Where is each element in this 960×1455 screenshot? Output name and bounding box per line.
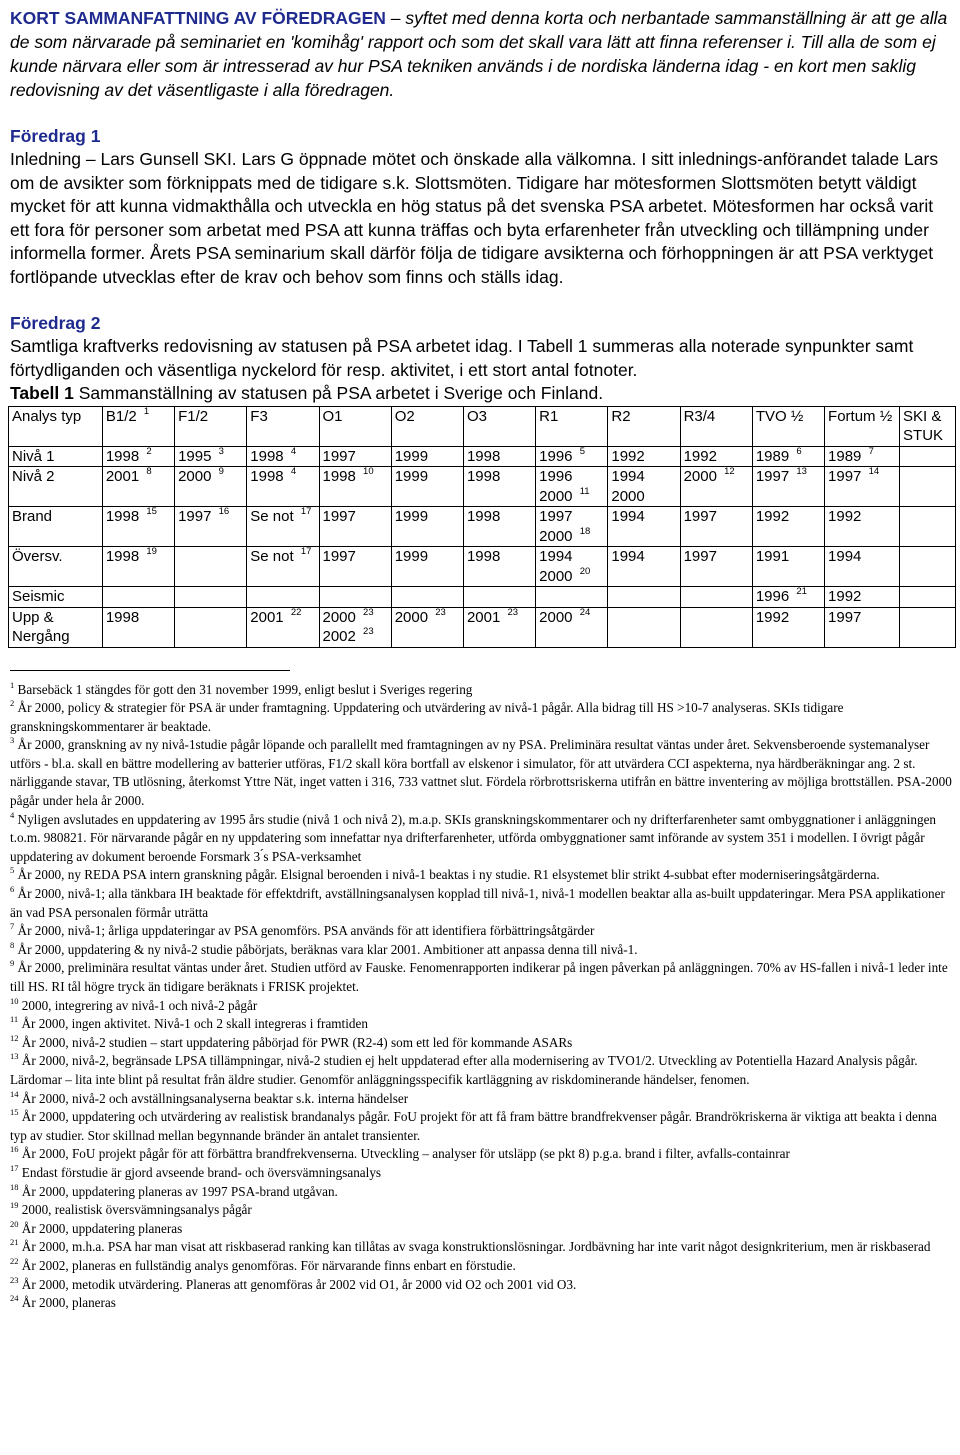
table-cell: 1998 $^{10}$: [319, 467, 391, 507]
footnote: [10, 1164, 955, 1183]
table-cell: 1989 $^6$: [752, 446, 824, 467]
footnote: [10, 866, 955, 885]
footnote-text: År 2000, uppdatering & ny nivå-2 studie påbörjats, beräknas vara klar 2001. Ambitioner att anpassa denna till nivå-1.: [14, 941, 638, 957]
table-row-label: Nivå 1: [9, 446, 103, 467]
table-cell: 1998 $^2$: [102, 446, 174, 467]
footnote-number: 9: [10, 958, 15, 969]
footnote-ref: 20: [579, 565, 591, 577]
table-cell: 1994: [608, 547, 680, 587]
footnote-number: 5: [10, 865, 15, 876]
footnote-ref: 5: [579, 445, 585, 457]
table-cell: [463, 587, 535, 608]
footnote-ref: 3: [218, 445, 224, 457]
section-2-text: Samtliga kraftverks redovisning av statusen på PSA arbetet idag. I Tabell 1 summeras alla noterade synpunkter samt förtydliganden och väsentliga nyckelord för resp. aktivitet, i ett stort antal fotnoter.: [10, 336, 914, 380]
table-cell: 1997: [319, 547, 391, 587]
table-cell: [900, 446, 956, 467]
footnote-number: 6: [10, 884, 15, 895]
footnote-number: 21: [10, 1237, 19, 1248]
table-cell: [900, 547, 956, 587]
footnote: [10, 1276, 955, 1295]
footnote-text: År 2000, nivå-2 studien – start uppdatering påbörjad för PWR (R2-4) som ett led för kommande ASARs: [18, 1034, 573, 1050]
table-cell: [608, 607, 680, 647]
table-header-cell: Analys typ: [9, 406, 103, 446]
footnote-text: 2000, integrering av nivå-1 och nivå-2 pågår: [18, 997, 258, 1013]
footnote-ref: 2: [146, 445, 152, 457]
table-row-label: Brand: [9, 507, 103, 547]
footnote-text: År 2000, preliminära resultat väntas under året. Studien utförd av Fauske. Fenomenrapporten indikerar på ingen påverkan på anläggningen. 70% av HS-fallen i nivå-1 leder inte till HS. RI tål högre tryck än tidigare beräknats i FRISK projektet.: [10, 960, 948, 994]
table-row-label: Översv.: [9, 547, 103, 587]
table-cell: 1997: [319, 507, 391, 547]
footnote: [10, 1145, 955, 1164]
footnote-text: År 2000, metodik utvärdering. Planeras att genomföras år 2002 vid O1, år 2000 vid O2 och 2001 vid O3.: [18, 1276, 577, 1292]
table-cell: 1998: [463, 446, 535, 467]
footnote-ref: 4: [290, 466, 297, 477]
footnote: [10, 736, 955, 810]
footnote-ref: 1: [143, 405, 150, 417]
table-cell: 1996 2000 $^{11}$: [536, 467, 608, 507]
footnote-ref: 10: [363, 466, 374, 477]
footnote-text: År 2000, nivå-2, begränsade LPSA tillämpningar, nivå-2 studien ej helt uppdaterad efter alla modernisering av TVO1/2. Utveckling av Potentiella Hazard Analysis pågår. Lärdomar – lita inte blint på resultat från äldre studier. Genomför anläggningsspecifik kartläggning av riskdominerande händelser, fenomen.: [10, 1053, 918, 1087]
table-cell: 1998: [463, 547, 535, 587]
table-header-cell: Fortum ½: [825, 406, 900, 446]
footnote-divider: [10, 670, 290, 671]
footnote-text: År 2000, policy & strategier för PSA är under framtagning. Uppdatering och utvärdering av nivå-1 pågår. Alla bidrag till HS >10-7 analyseras. SKIs tidigare granskningskommentarer är beaktade.: [10, 700, 844, 734]
footnote: [10, 1090, 955, 1109]
footnote-text: År 2000, nivå-1; alla tänkbara IH beaktade för effektdrift, avställningsanalysen kopplad till nivå-1, nivå-1 modellen beaktar alla as-built uppdateringar. Mera PSA applikationer än vad PSA personalen förmår uträtta: [10, 886, 945, 920]
table-cell: [900, 467, 956, 507]
table-cell: Se not $^{17}$: [247, 507, 319, 547]
footnote-text: År 2000, ingen aktivitet. Nivå-1 och 2 skall integreras i framtiden: [18, 1016, 368, 1032]
table-cell: 1991: [752, 547, 824, 587]
table-header-cell: F1/2: [175, 406, 247, 446]
table-cell: 1997: [825, 607, 900, 647]
table-header-cell: O2: [391, 406, 463, 446]
footnote-number: 11: [10, 1014, 19, 1025]
table-cell: 2001 $^8$: [102, 467, 174, 507]
footnote-number: 10: [10, 995, 19, 1006]
footnote: [10, 997, 955, 1016]
table-header-cell: F3: [247, 406, 319, 446]
table-header-cell: O3: [463, 406, 535, 446]
footnote: [10, 1238, 955, 1257]
table-cell: 1994: [825, 547, 900, 587]
status-table: [8, 406, 956, 648]
footnote-ref: 23: [363, 626, 374, 637]
table-caption: [10, 382, 955, 406]
table-cell: [900, 607, 956, 647]
footnote-number: 1: [10, 679, 15, 690]
table-cell: 1995 $^3$: [175, 446, 247, 467]
table-row: [9, 607, 956, 647]
footnote: [10, 1294, 955, 1313]
document-page: [10, 6, 955, 1313]
table-cell: 1992: [825, 587, 900, 608]
footnote-text: År 2000, granskning av ny nivå-1studie pågår löpande och parallellt med framtagningen av ny PSA. Preliminära resultat väntas under året. Sekvensberoende systemanalyser utförs - bl.a. skall en bättre modellering av batterier utföras, F1/2 skall köra bortfall av elskenor i simulator, för att utvärdera CCI aspekterna, nya härdberäkningar ang. 2 st. närliggande stavar, TB utlösning, återkomst Yttre Nät, inget vatten i 316, 733 vattnet slut. Fördela rörbrottsriskerna utifrån en bättre inventering av möjliga brottställen. PSA-2000 pågår under hela år 2000.: [10, 737, 952, 809]
footnote: [10, 1108, 955, 1145]
table-row: [9, 587, 956, 608]
footnote-number: 7: [10, 921, 15, 932]
table-cell: [102, 587, 174, 608]
table-cell: 1992: [752, 607, 824, 647]
table-cell: [175, 607, 247, 647]
footnote-text: År 2000, FoU projekt pågår för att förbättra brandfrekvenserna. Utveckling – analyser för utsläpp (se pkt 8) p.g.a. brand i filter, avfalls-containrar: [18, 1146, 790, 1162]
section-foredrag-2: [10, 311, 955, 406]
footnote-ref: 23: [363, 606, 374, 618]
table-cell: 1998 $^4$: [247, 467, 319, 507]
table-row: [9, 507, 956, 547]
footnote-number: 2: [10, 698, 15, 709]
table-cell: 1992: [825, 507, 900, 547]
table-header-row: [9, 406, 956, 446]
table-header-cell: SKI & STUK: [900, 406, 956, 446]
section-2-heading: Föredrag 2: [10, 313, 101, 333]
footnote-number: 24: [10, 1293, 19, 1304]
table-cell: 1994 2000 $^{20}$: [536, 547, 608, 587]
footnote-number: 4: [10, 809, 15, 820]
table-cell: 1999: [391, 547, 463, 587]
table-cell: [247, 587, 319, 608]
footnote-text: Nyligen avslutades en uppdatering av 1995 års studie (nivå 1 och nivå 2), m.a.p. SKIs granskningskommentarer och ny drifterfarenheter samt ombyggnationer i anläggningen t.o.m. 980821. För närvarande pågår en ny uppdatering som innefattar nya drifterfarenheter, utförda ombyggnationer samt införande av system 351 i modellen. I övrigt pågår uppdatering av dokument beroende Forsmark 3 ́s PSA-verksamhet: [10, 811, 937, 864]
footnote-text: År 2000, ny REDA PSA intern granskning pågår. Elsignal beroenden i nivå-1 beaktas i ny studie. R1 elsystemet blir strikt 4-subbat efter moderniseringsåtgärderna.: [14, 867, 880, 883]
table-label: Tabell 1: [10, 383, 74, 403]
footnote-text: År 2002, planeras en fullständig analys genomföras. För närvarande finns enbart en förstudie.: [18, 1257, 516, 1273]
footnote: [10, 1015, 955, 1034]
table-row: [9, 547, 956, 587]
table-header-cell: B1/2 $^1$: [102, 406, 174, 446]
table-cell: 2000 $^9$: [175, 467, 247, 507]
table-cell: 1997 $^{13}$: [752, 467, 824, 507]
footnote: [10, 1183, 955, 1202]
table-cell: 1999: [391, 507, 463, 547]
footnote: [10, 1201, 955, 1220]
table-cell: 1997 2000 $^{18}$: [536, 507, 608, 547]
footnote-ref: 15: [146, 506, 157, 517]
table-cell: 1992: [608, 446, 680, 467]
table-row-label: Nivå 2: [9, 467, 103, 507]
table-cell: 1992: [752, 507, 824, 547]
footnote-text: År 2000, planeras: [18, 1295, 116, 1311]
intro-paragraph: [10, 6, 955, 102]
table-header-cell: O1: [319, 406, 391, 446]
table-cell: [900, 507, 956, 547]
table-cell: 1996 $^{21}$: [752, 587, 824, 608]
table-header-cell: R3/4: [680, 406, 752, 446]
footnote: [10, 959, 955, 996]
footnote-ref: 4: [290, 445, 297, 457]
table-header-cell: R1: [536, 406, 608, 446]
table-cell: 1996 $^5$: [536, 446, 608, 467]
footnote-ref: 21: [796, 586, 807, 597]
footnote-number: 8: [10, 939, 15, 950]
footnote-number: 22: [10, 1255, 19, 1266]
table-cell: 1998: [463, 507, 535, 547]
table-cell: 1999: [391, 467, 463, 507]
footnote: [10, 922, 955, 941]
footnote-number: 17: [10, 1162, 19, 1173]
footnote: [10, 885, 955, 922]
intro-title: KORT SAMMANFATTNING AV FÖREDRAGEN: [10, 8, 386, 28]
table-cell: [536, 587, 608, 608]
footnote-ref: 18: [579, 525, 591, 537]
table-cell: 1998: [102, 607, 174, 647]
table-cell: 1997: [680, 547, 752, 587]
table-cell: 1998 $^{15}$: [102, 507, 174, 547]
table-cell: 2001 $^{22}$: [247, 607, 319, 647]
table-cell: 1997: [319, 446, 391, 467]
footnote: [10, 941, 955, 960]
table-cell: 1992: [680, 446, 752, 467]
table-cell: 1989 $^7$: [825, 446, 900, 467]
table-cell: 1998 $^{19}$: [102, 547, 174, 587]
table-cell: 2000 $^{23}$: [391, 607, 463, 647]
table-cell: [608, 587, 680, 608]
footnote-text: 2000, realistisk översvämningsanalys pågår: [18, 1202, 252, 1218]
intro-text: – syftet med denna korta och nerbantade sammanställning är att ge alla de som närvarade på seminariet en 'komihåg' rapport och som det skall vara lätt att finna referenser i. Till alla de som ej kunde närvara eller som är intresserad av hur PSA tekniken används i de nordiska länderna idag - en kort men saklig redovisning av det väsentligaste i alla föredragen.: [10, 8, 948, 100]
footnote-ref: 23: [435, 606, 446, 618]
footnote-ref: 8: [146, 466, 152, 477]
footnote-number: 13: [10, 1051, 19, 1062]
table-cell: [175, 587, 247, 608]
footnote-ref: 17: [300, 506, 312, 517]
footnote-text: År 2000, m.h.a. PSA har man visat att riskbaserad ranking kan tillåtas av svaga konstruktionslösningar. Jordbävning har inte varit något designkriterium, men är riskbaserad: [18, 1239, 931, 1255]
table-cell: 1998: [463, 467, 535, 507]
table-cell: 1997 $^{16}$: [175, 507, 247, 547]
table-row-label: Upp & Nergång: [9, 607, 103, 647]
table-cell: 2000 $^{23}$ 2002 $^{23}$: [319, 607, 391, 647]
footnote: [10, 811, 955, 867]
footnote-ref: 22: [290, 606, 302, 618]
table-cell: 1997 $^{14}$: [825, 467, 900, 507]
footnote: [10, 699, 955, 736]
table-cell: [900, 587, 956, 608]
table-cell: 2000 $^{24}$: [536, 607, 608, 647]
table-cell: Se not $^{17}$: [247, 547, 319, 587]
table-cell: 1994 2000: [608, 467, 680, 507]
footnote: [10, 1257, 955, 1276]
footnote-ref: 13: [796, 466, 807, 477]
table-cell: [319, 587, 391, 608]
footnote-number: 3: [10, 735, 15, 746]
footnote-text: Barsebäck 1 stängdes för gott den 31 november 1999, enligt beslut i Sveriges regering: [14, 681, 473, 697]
table-cell: [391, 587, 463, 608]
footnote-number: 15: [10, 1107, 19, 1118]
footnote: [10, 1052, 955, 1089]
table-header-cell: TVO ½: [752, 406, 824, 446]
section-foredrag-1: [10, 124, 955, 289]
table-cell: 2000 $^{12}$: [680, 467, 752, 507]
section-1-text: Inledning – Lars Gunsell SKI. Lars G öppnade mötet och önskade alla välkomna. I sitt inlednings-anförandet talade Lars om de avsikter som förknippats med de tidigare s.k. Slottsmöten. Tidigare har mötesformen Slottsmöten betytt väldigt mycket för att kunna vidmakthålla och utveckla en hög status på det svenska PSA arbetet. Mötesformen har också varit ett fora för personer som arbetat med PSA att kunna träffas och byta erfarenheter från utveckling och tillämpning under informella former. Årets PSA seminarium skall därför följa de tidigare avsikterna och förhoppningen är att PSA verktyget fortlöpande utvecklas efter de krav och behov som finns och ställs idag.: [10, 149, 939, 287]
table-cell: [680, 607, 752, 647]
footnote-ref: 12: [724, 466, 735, 477]
footnote-ref: 11: [579, 485, 590, 497]
table-cell: 2001 $^{23}$: [463, 607, 535, 647]
footnote-ref: 23: [507, 606, 519, 618]
footnotes: [10, 681, 955, 1313]
table-cell: [175, 547, 247, 587]
table-row: [9, 467, 956, 507]
footnote-text: År 2000, uppdatering planeras: [18, 1220, 183, 1236]
footnote-ref: 24: [579, 606, 591, 618]
table-cell: 1998 $^4$: [247, 446, 319, 467]
footnote-number: 23: [10, 1274, 19, 1285]
footnote-ref: 16: [218, 506, 230, 517]
footnote-number: 19: [10, 1200, 19, 1211]
section-1-heading: Föredrag 1: [10, 126, 101, 146]
footnote-ref: 7: [868, 445, 874, 457]
footnote-text: År 2000, nivå-2 och avställningsanalyserna beaktar s.k. interna händelser: [18, 1090, 409, 1106]
footnote-number: 20: [10, 1218, 19, 1229]
footnote-ref: 6: [796, 445, 802, 457]
footnote-ref: 17: [300, 546, 312, 557]
footnote-number: 12: [10, 1032, 19, 1043]
footnote-text: År 2000, nivå-1; årliga uppdateringar av PSA genomförs. PSA används för att identifiera förbättringsåtgärder: [14, 923, 595, 939]
table-header-cell: R2: [608, 406, 680, 446]
footnote: [10, 1220, 955, 1239]
footnote: [10, 681, 955, 700]
footnote-number: 16: [10, 1144, 19, 1155]
table-cell: 1994: [608, 507, 680, 547]
table-row: [9, 446, 956, 467]
table-row-label: Seismic: [9, 587, 103, 608]
footnote-number: 18: [10, 1181, 19, 1192]
footnote-text: År 2000, uppdatering planeras av 1997 PSA-brand utgåvan.: [18, 1183, 338, 1199]
footnote-ref: 19: [146, 546, 157, 557]
table-cell: 1997: [680, 507, 752, 547]
table-caption-text: Sammanställning av statusen på PSA arbetet i Sverige och Finland.: [73, 383, 604, 403]
footnote-number: 14: [10, 1088, 19, 1099]
footnote: [10, 1034, 955, 1053]
footnote-ref: 14: [868, 466, 880, 477]
table-cell: 1999: [391, 446, 463, 467]
footnote-ref: 9: [218, 466, 224, 477]
footnote-text: År 2000, uppdatering och utvärdering av realistisk brandanalys pågår. FoU projekt för att få fram bättre brandfrekvenser pågår. Brandrökriskerna är viktiga att beakta i denna typ av studier. Stor skillnad mellan begynnande bränder än antalet transienter.: [10, 1109, 937, 1143]
table-cell: [680, 587, 752, 608]
footnote-text: Endast förstudie är gjord avseende brand- och översvämningsanalys: [18, 1164, 382, 1180]
